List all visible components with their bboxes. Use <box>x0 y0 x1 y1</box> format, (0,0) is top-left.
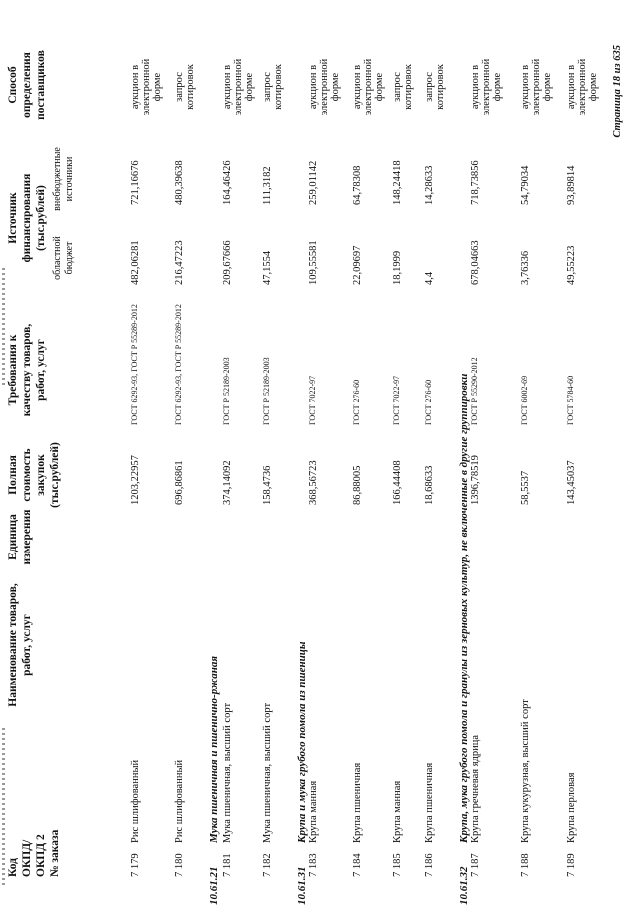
row-method: запрос котировок <box>262 64 284 110</box>
row-number: 7 180 <box>174 853 185 877</box>
row-regional: 209,67666 <box>222 240 233 285</box>
header-sources: Источник финансирования (тыс.рублей) <box>7 173 47 263</box>
table-row <box>130 0 163 905</box>
row-cost: 1396,78519 <box>470 455 481 505</box>
row-number: 7 188 <box>520 853 531 877</box>
row-external: 480,39638 <box>174 160 185 205</box>
row-name: Крупа гречневая ядрица <box>470 734 481 843</box>
header-external: внебюджетные источники <box>52 147 75 211</box>
row-regional: 49,55223 <box>566 245 577 285</box>
row-name: Мука пшеничная, высший сорт <box>262 702 273 843</box>
row-name: Крупа манная <box>308 780 319 843</box>
row-cost: 368,56723 <box>308 460 319 505</box>
row-cost: 166,44408 <box>392 460 403 505</box>
row-external: 164,46426 <box>222 160 233 205</box>
row-name: Крупа пшеничная <box>352 762 363 843</box>
header-regional: областной бюджет <box>52 236 75 280</box>
row-requirements: ГОСТ 7022-97 <box>308 375 317 425</box>
row-requirements: ГОСТ 6002-69 <box>520 375 529 425</box>
row-regional: 109,55581 <box>308 240 319 285</box>
row-method: запрос котировок <box>424 64 446 110</box>
row-external: 93,89814 <box>566 165 577 205</box>
row-cost: 58,5537 <box>520 470 531 505</box>
row-method: аукцион в электронной форме <box>130 58 163 116</box>
row-regional: 4,4 <box>424 271 435 285</box>
row-requirements: ГОСТ 5784-60 <box>566 375 575 425</box>
row-name: Мука пшеничная, высший сорт <box>222 702 233 843</box>
table-row <box>174 0 204 905</box>
row-name: Крупа пшеничная <box>424 762 435 843</box>
row-cost: 86,88005 <box>352 465 363 505</box>
row-number: 7 184 <box>352 853 363 877</box>
table-row <box>424 0 454 905</box>
row-requirements: ГОСТ 6292-93, ГОСТ Р 55289-2012 <box>130 304 139 425</box>
row-number: 7 181 <box>222 853 233 877</box>
table-row <box>222 0 255 905</box>
row-cost: 1203,22957 <box>130 455 141 505</box>
row-name: Рис шлифованный <box>130 759 141 843</box>
row-cost: 696,86861 <box>174 460 185 505</box>
row-requirements: ГОСТ 7022-97 <box>392 375 401 425</box>
row-name: Крупа кукурузная, высший сорт <box>520 699 531 843</box>
group-title: Крупа и мука грубого помола из пшеницы <box>296 641 308 843</box>
row-requirements: ГОСТ Р 52189-2003 <box>262 357 271 425</box>
page-number: Страница 18 из 635 <box>612 45 623 138</box>
row-regional: 216,47223 <box>174 240 185 285</box>
row-requirements: ГОСТ 276-60 <box>424 379 433 425</box>
table-row <box>566 0 599 905</box>
row-number: 7 187 <box>470 853 481 877</box>
row-method: аукцион в электронной форме <box>566 58 599 116</box>
row-external: 721,16676 <box>130 160 141 205</box>
row-method: аукцион в электронной форме <box>222 58 255 116</box>
row-external: 718,73856 <box>470 160 481 205</box>
row-name: Крупа перловая <box>566 772 577 843</box>
row-external: 54,79034 <box>520 165 531 205</box>
row-external: 259,01142 <box>308 160 319 205</box>
group-code: 10.61.21 <box>208 866 220 905</box>
row-number: 7 179 <box>130 853 141 877</box>
row-external: 14,28633 <box>424 165 435 205</box>
row-name: Крупа манная <box>392 780 403 843</box>
row-requirements: ГОСТ 6292-93, ГОСТ Р 55289-2012 <box>174 304 183 425</box>
scan-noise <box>2 265 5 385</box>
row-number: 7 186 <box>424 853 435 877</box>
row-external: 148,24418 <box>392 160 403 205</box>
row-method: аукцион в электронной форме <box>308 58 341 116</box>
row-requirements: ГОСТ 276-60 <box>352 379 361 425</box>
group-code: 10.61.32 <box>458 866 470 905</box>
row-name: Рис шлифованный <box>174 759 185 843</box>
row-number: 7 189 <box>566 853 577 877</box>
row-requirements: ГОСТ Р 55290-2012 <box>470 357 479 425</box>
header-code: Код ОКПД/ ОКПД 2 № заказа <box>7 829 61 877</box>
table-row <box>308 0 341 905</box>
header-requirements: Требования к качеству товаров, работ, услуг <box>7 323 47 417</box>
row-method: аукцион в электронной форме <box>520 58 553 116</box>
table-row <box>470 0 503 905</box>
row-cost: 374,14092 <box>222 460 233 505</box>
group-code: 10.61.31 <box>296 866 308 905</box>
row-method: запрос котировок <box>392 64 414 110</box>
row-cost: 158,4736 <box>262 465 273 505</box>
row-regional: 678,04663 <box>470 240 481 285</box>
header-method: Способ определения поставщиков <box>7 50 47 120</box>
row-cost: 143,45037 <box>566 460 577 505</box>
row-number: 7 182 <box>262 853 273 877</box>
row-number: 7 183 <box>308 853 319 877</box>
row-cost: 18,68633 <box>424 465 435 505</box>
table-row <box>352 0 385 905</box>
row-requirements: ГОСТ Р 52189-2003 <box>222 357 231 425</box>
table-row <box>262 0 292 905</box>
row-regional: 22,09697 <box>352 245 363 285</box>
row-method: аукцион в электронной форме <box>470 58 503 116</box>
scan-noise <box>2 725 5 885</box>
table-row <box>392 0 422 905</box>
row-regional: 18,1999 <box>392 250 403 285</box>
row-method: запрос котировок <box>174 64 196 110</box>
row-method: аукцион в электронной форме <box>352 58 385 116</box>
header-name: Наименование товаров, работ, услуг <box>7 583 33 707</box>
table-row <box>520 0 553 905</box>
header-cost: Полная стоимость закупок (тыс.рублей) <box>7 442 61 508</box>
row-regional: 47,1554 <box>262 250 273 285</box>
row-number: 7 185 <box>392 853 403 877</box>
row-regional: 3,76336 <box>520 250 531 285</box>
row-external: 111,3182 <box>262 166 273 205</box>
group-title: Мука пшеничная и пшенично-ржаная <box>208 655 220 843</box>
row-regional: 482,06281 <box>130 240 141 285</box>
group-title: Крупа, мука грубого помола и гранулы из зерновых культур, не включенные в другие группировки <box>458 373 470 843</box>
row-external: 64,78308 <box>352 165 363 205</box>
header-unit: Единица измерения <box>7 509 33 565</box>
